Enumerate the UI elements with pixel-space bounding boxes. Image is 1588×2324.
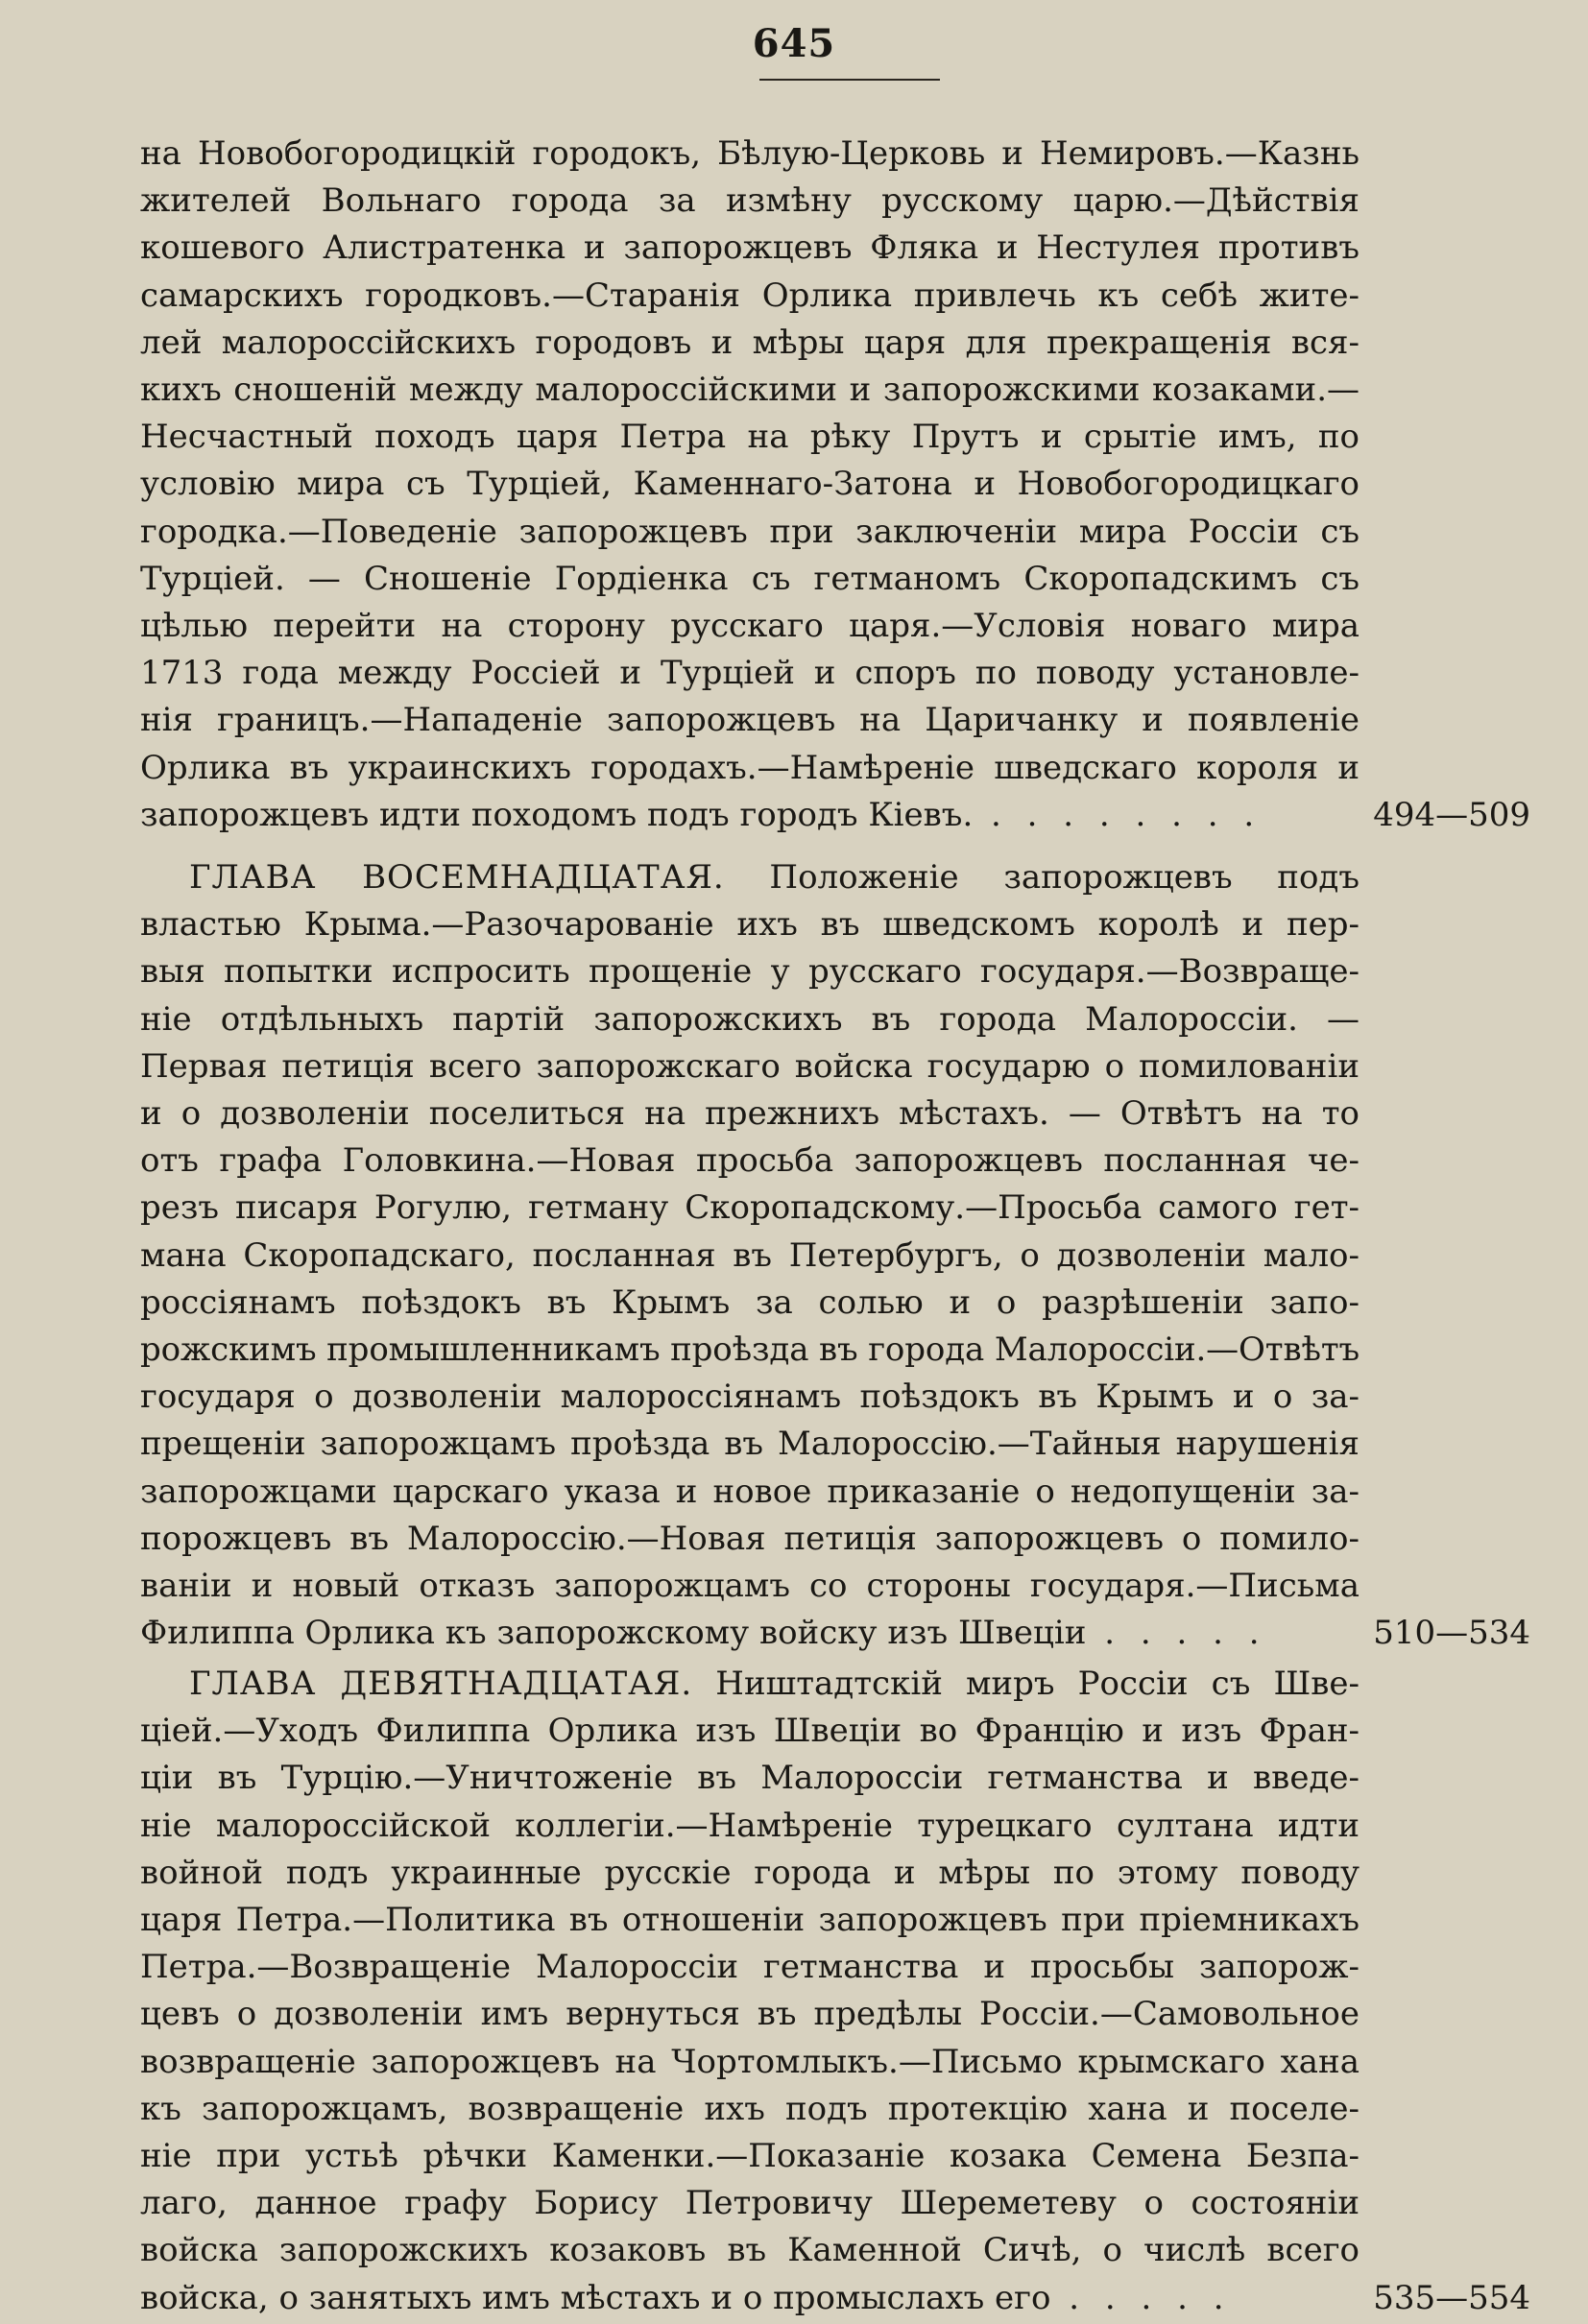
- entry-line: ціей.—Уходъ Филиппа Орлика изъ Швеціи во Францію и изъ Фран-: [140, 1712, 1359, 1751]
- entry-line: Турціей. — Сношеніе Гордіенка съ гетманомъ Скоропадскимъ съ: [140, 559, 1359, 598]
- entry-line: самарскихъ городковъ.—Старанія Орлика привлечь къ себѣ жите-: [140, 276, 1359, 315]
- entry-last-text: Филиппа Орлика къ запорожскому войску изъ Швеціи: [140, 1614, 1087, 1653]
- entry-last-text: запорожцевъ идти походомъ подъ городъ Кіевъ.: [140, 795, 974, 834]
- entry-line: резъ писаря Рогулю, гетману Скоропадскому.—Просьба самого гет-: [140, 1188, 1359, 1228]
- toc-entry-chapter-18: [140, 854, 1530, 1657]
- entry-line-text: Ништадтскій миръ Россіи съ Шве-: [692, 1665, 1359, 1703]
- entry-line: городка.—Поведеніе запорожцевъ при заключеніи мира Россіи съ: [140, 512, 1359, 551]
- page-range: 494—509: [1373, 795, 1530, 834]
- entry-line: кихъ сношеній между малороссійскими и запорожскими козаками.—: [140, 371, 1359, 410]
- page-range: 510—534: [1373, 1614, 1530, 1653]
- entry-line: ніе отдѣльныхъ партій запорожскихъ въ города Малороссіи. —: [140, 999, 1359, 1039]
- entry-line: Первая петиція всего запорожскаго войска государю о помилованіи: [140, 1046, 1359, 1086]
- page-range: 535—554: [1373, 2278, 1530, 2317]
- entry-line: и о дозволеніи поселиться на прежнихъ мѣстахъ. — Отвѣтъ на то: [140, 1094, 1359, 1134]
- entry-last-text: войска, о занятыхъ имъ мѣстахъ и о промыслахъ его: [140, 2278, 1051, 2317]
- entry-line: ціи въ Турцію.—Уничтоженіе въ Малороссіи гетманства и введе-: [140, 1759, 1359, 1798]
- entry-line: порожцевъ въ Малороссію.—Новая петиція запорожцевъ о помило-: [140, 1519, 1359, 1558]
- entry-last-line: [140, 2275, 1530, 2322]
- entry-line: къ запорожцамъ, возвращеніе ихъ подъ протекцію хана и поселе-: [140, 2089, 1359, 2128]
- entry-line: запорожцами царскаго указа и новое приказаніе о недопущеніи за-: [140, 1472, 1359, 1511]
- toc-entry-17-continued: [140, 131, 1530, 839]
- entry-line: россіянамъ поѣздокъ въ Крымъ за солью и о разрѣшеніи запо-: [140, 1282, 1359, 1322]
- entry-last-line: [140, 1610, 1530, 1657]
- entry-line: ніе при устьѣ рѣчки Каменки.—Показаніе козака Семена Безпа-: [140, 2137, 1359, 2176]
- entry-line: отъ графа Головкина.—Новая просьба запорожцевъ посланная че-: [140, 1141, 1359, 1181]
- entry-line: выя попытки испросить прощеніе у русскаго государя.—Возвраще-: [140, 952, 1359, 992]
- entry-line-text: Положеніе запорожцевъ подъ: [724, 858, 1359, 897]
- entry-line: государя о дозволеніи малороссіянамъ поѣздокъ въ Крымъ и о за-: [140, 1378, 1359, 1417]
- dot-leader: . . . . . . . .: [973, 795, 1263, 834]
- chapter-heading: ГЛАВА ВОСЕМНАДЦАТАЯ.: [189, 858, 725, 897]
- entry-line: кошевого Алистратенка и запорожцевъ Фляка и Нестулея противъ: [140, 228, 1359, 268]
- entry-line: Несчастный походъ царя Петра на рѣку Прутъ и срытіе имъ, по: [140, 418, 1359, 457]
- entry-line: Петра.—Возвращеніе Малороссіи гетманства и просьбы запорож-: [140, 1948, 1359, 1987]
- entry-line: мана Скоропадскаго, посланная въ Петербургъ, о дозволеніи мало-: [140, 1235, 1359, 1275]
- chapter-heading: ГЛАВА ДЕВЯТНАДЦАТАЯ.: [189, 1665, 693, 1703]
- entry-line: Орлика въ украинскихъ городахъ.—Намѣреніе шведскаго короля и: [140, 748, 1359, 787]
- entry-first-line: [140, 854, 1359, 901]
- entry-line: цѣлью перейти на сторону русскаго царя.—Условія новаго мира: [140, 607, 1359, 646]
- entry-line: условію мира съ Турціей, Каменнаго-Затона и Новобогородицкаго: [140, 465, 1359, 504]
- dot-leader: . . . . .: [1086, 1614, 1267, 1653]
- entry-line: войной подъ украинные русскіе города и мѣры по этому поводу: [140, 1853, 1359, 1892]
- entry-line: цевъ о дозволеніи имъ вернуться въ предѣлы Россіи.—Самовольное: [140, 1995, 1359, 2034]
- entry-line: 1713 года между Россіей и Турціей и споръ по поводу установле-: [140, 654, 1359, 693]
- entry-line: жителей Вольнаго города за измѣну русскому царю.—Дѣйствія: [140, 181, 1359, 221]
- entry-line: рожскимъ промышленникамъ проѣзда въ города Малороссіи.—Отвѣтъ: [140, 1330, 1360, 1370]
- entry-line: царя Петра.—Политика въ отношеніи запорожцевъ при пріемникахъ: [140, 1901, 1359, 1940]
- entry-line: лей малороссійскихъ городовъ и мѣры царя для прекращенія вся-: [140, 323, 1359, 362]
- entry-line: ваніи и новый отказъ запорожцамъ со стороны государя.—Письма: [140, 1567, 1359, 1606]
- entry-first-line: [140, 1661, 1359, 1708]
- entry-line: нія границъ.—Нападеніе запорожцевъ на Царичанку и появленіе: [140, 701, 1359, 740]
- entry-line: возвращеніе запорожцевъ на Чортомлыкъ.—Письмо крымскаго хана: [140, 2042, 1359, 2081]
- dot-leader: . . . . .: [1050, 2278, 1232, 2317]
- entry-line: лаго, данное графу Борису Петровичу Шереметеву о состояніи: [140, 2184, 1359, 2223]
- entry-line: на Новобогородицкій городокъ, Бѣлую-Церковь и Немировъ.—Казнь: [140, 134, 1359, 173]
- entry-line: властью Крыма.—Разочарованіе ихъ въ шведскомъ королѣ и пер-: [140, 905, 1359, 945]
- page-number: 645: [752, 21, 836, 66]
- entry-line: прещеніи запорожцамъ проѣзда въ Малороссію.—Тайныя нарушенія: [140, 1425, 1359, 1464]
- entry-line: ніе малороссійской коллегіи.—Намѣреніе турецкаго султана идти: [140, 1806, 1359, 1845]
- toc-entry-chapter-19: [140, 1661, 1530, 2322]
- page-number-rule: [759, 79, 940, 81]
- entry-last-line: [140, 792, 1530, 839]
- entry-line: войска запорожскихъ козаковъ въ Каменной Сичѣ, о числѣ всего: [140, 2231, 1359, 2270]
